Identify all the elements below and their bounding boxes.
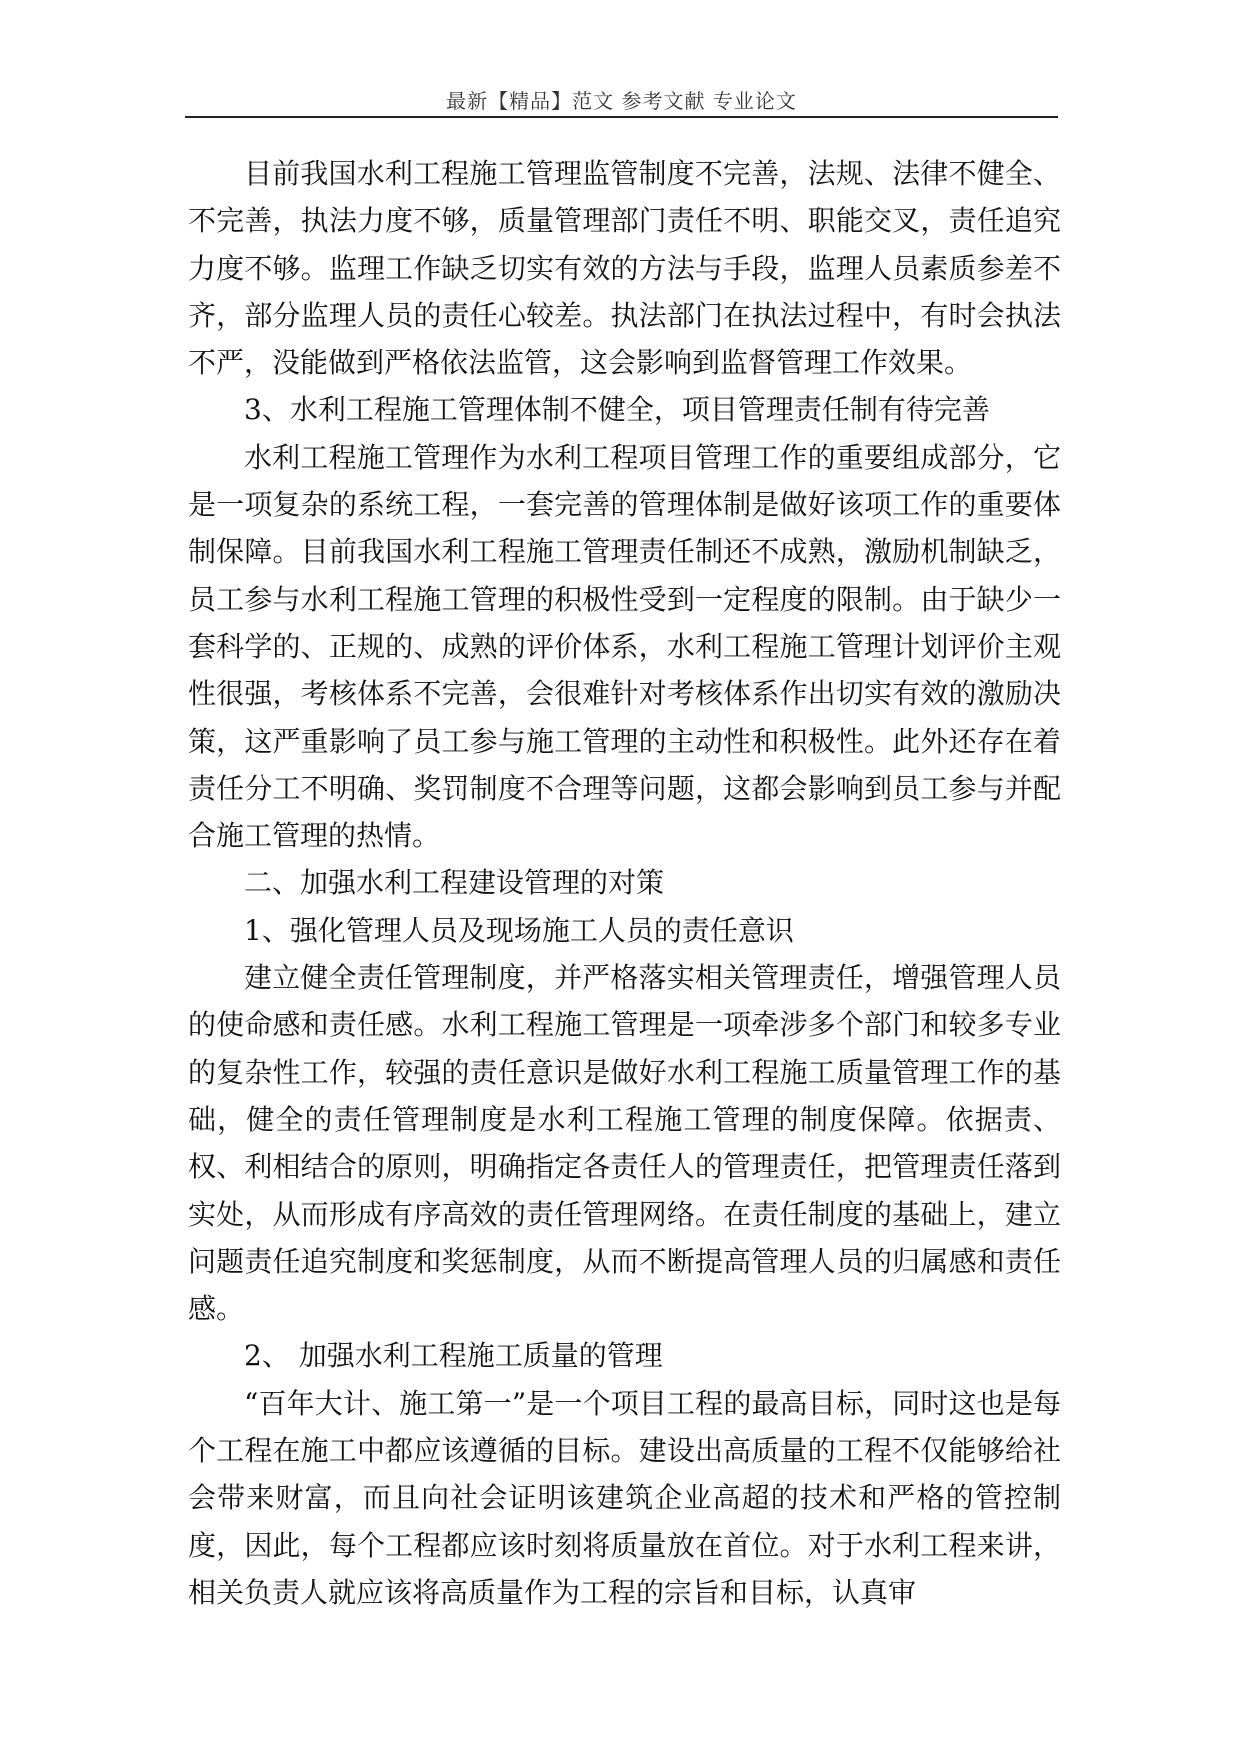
subheading-management-system: 3、水利工程施工管理体制不健全，项目管理责任制有待完善 <box>244 393 990 427</box>
paragraph-supervision-issues: 目前我国水利工程施工管理监管制度不完善，法规、法律不健全、不完善，执法力度不够，质量管理部门责任不明、职能交叉，责任追究力度不够。监理工作缺乏切实有效的方法与手段，监理人员素质参差不齐，部分监理人员的责任心较差。执法部门在执法过程中，有时会执法不严，没能做到严格依法监管，这会影响到监督管理工作效果。 <box>188 157 1061 380</box>
subheading-responsibility-awareness: 1、强化管理人员及现场施工人员的责任意识 <box>244 913 794 947</box>
page-header: 最新【精品】范文 参考文献 专业论文 <box>446 89 797 113</box>
section-heading-countermeasures: 二、加强水利工程建设管理的对策 <box>244 866 665 900</box>
paragraph-responsibility-awareness: 建立健全责任管理制度，并严格落实相关管理责任，增强管理人员的使命感和责任感。水利工程施工管理是一项牵涉多个部门和较多专业的复杂性工作，较强的责任意识是做好水利工程施工质量管理工作的基础，健全的责任管理制度是水利工程施工管理的制度保障。依据责、权、利相结合的原则，明确指定各责任人的管理责任，把管理责任落到实处，从而形成有序高效的责任管理网络。在责任制度的基础上，建立问题责任追究制度和奖惩制度，从而不断提高管理人员的归属感和责任感。 <box>188 961 1061 1326</box>
paragraph-quality-management: “百年大计、施工第一”是一个项目工程的最高目标，同时这也是每个工程在施工中都应该遵循的目标。建设出高质量的工程不仅能够给社会带来财富，而且向社会证明该建筑企业高超的技术和严格的管控制度，因此，每个工程都应该时刻将质量放在首位。对于水利工程来讲，相关负责人就应该将高质量作为工程的宗旨和目标，认真审 <box>188 1386 1061 1609</box>
document-body <box>188 150 1061 1616</box>
paragraph-management-system: 水利工程施工管理作为水利工程项目管理工作的重要组成部分，它是一项复杂的系统工程，一套完善的管理体制是做好该项工作的重要体制保障。目前我国水利工程施工管理责任制还不成熟，激励机制缺乏，员工参与水利工程施工管理的积极性受到一定程度的限制。由于缺少一套科学的、正规的、成熟的评价体系，水利工程施工管理计划评价主观性很强，考核体系不完善，会很难针对考核体系作出切实有效的激励决策，这严重影响了员工参与施工管理的主动性和积极性。此外还存在着责任分工不明确、奖罚制度不合理等问题，这都会影响到员工参与并配合施工管理的热情。 <box>188 440 1061 853</box>
subheading-quality-management: 2、 加强水利工程施工质量的管理 <box>244 1339 663 1373</box>
header-divider <box>185 116 1058 118</box>
